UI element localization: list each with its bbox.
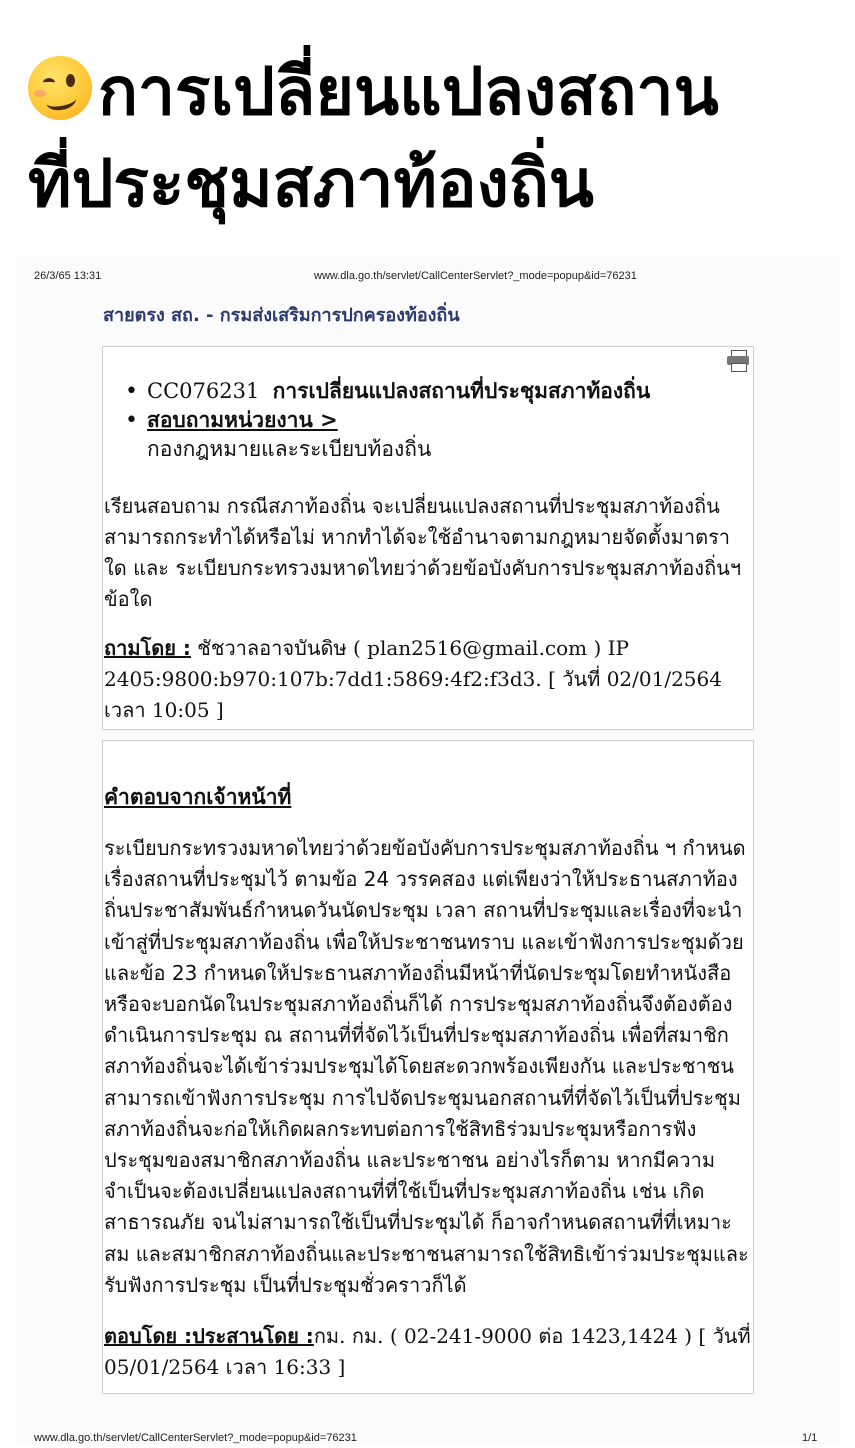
answer-body: ระเบียบกระทรวงมหาดไทยว่าด้วยข้อบังคับการประชุมสภาท้องถิ่น ฯ กำหนดเรื่องสถานที่ประชุมไว้ ตามข้อ 24 วรรคสอง แต่เพียงว่าให้ประธานสภาท้องถิ่นประชาสัมพันธ์กำหนดวันนัดประชุม เวลา สถานที่ประชุมและเรื่องที่จะนำเข้าสู่ที่ประชุมสภาท้องถิ่น เพื่อให้ประชาชนทราบ และเข้าฟังการประชุมด้วย และข้อ 23 กำหนดให้ประธานสภาท้องถิ่นมีหน้าที่นัดประชุมโดยทำหนังสือหรือจะบอกนัดในประชุมสภาท้องถิ่นก็ได้ การประชุมสภาท้องถิ่นจึงต้องต้องดำเนินการประชุม ณ สถานที่ที่จัดไว้เป็นที่ประชุมสภาท้องถิ่น เพื่อที่สมาชิกสภาท้องถิ่นจะได้เข้าร่วมประชุมได้โดยสะดวกพร้องเพียงกัน และประชาชนสามารถเข้าฟังการประชุม การไปจัดประชุมนอกสถานที่ที่จัดไว้เป็นที่ประชุมสภาท้องถิ่นจะก่อให้เกิดผลกระทบต่อการใช้สิทธิร่วมประชุมหรือการฟังประชุมของสมาชิกสภาท้องถิ่น และประชาชน อย่างไรก็ตาม หากมีความจำเป็นจะต้องเปลี่ยนแปลงสถานที่ที่ใช้เป็นที่ประชุมสภาท้องถิ่น เช่น เกิดสาธารณภัย จนไม่สามารถใช้เป็นที่ประชุมได้ ก็อาจกำหนดสถานที่ที่เหมาะสม และสมาชิกสภาท้องถิ่นและประชาชนสามารถใช้สิทธิเข้าร่วมประชุมและรับฟังการประชุม เป็นที่ประชุมชั่วคราวก็ได้ bbox=[104, 836, 749, 1297]
headline-line-2: ที่ประชุมสภาท้องถิ่น bbox=[28, 145, 594, 222]
question-body: เรียนสอบถาม กรณีสภาท้องถิ่น จะเปลี่ยนแปลงสถานที่ประชุมสภาท้องถิ่น สามารถกระทำได้หรือไม่ หากทำได้จะใช้อำนาจตามกฎหมายจัดตั้งมาตราใด และ ระเบียบกระทรวงมหาดไทยว่าด้วยข้อบังคับการประชุมสภาท้องถิ่นฯ ข้อใด bbox=[104, 494, 742, 611]
answer-box bbox=[102, 740, 754, 1394]
headline-line-1 bbox=[28, 46, 848, 138]
print-datetime: 26/3/65 13:31 bbox=[34, 270, 102, 282]
print-page-number: 1/1 bbox=[802, 1432, 818, 1444]
question-info-list bbox=[125, 377, 650, 464]
asked-by bbox=[104, 633, 752, 726]
question-title: การเปลี่ยนแปลงสถานที่ประชุมสภาท้องถิ่น bbox=[272, 379, 651, 403]
question-box bbox=[102, 346, 754, 730]
site-title: สายตรง สถ. - กรมส่งเสริมการปกครองท้องถิ่น bbox=[103, 305, 460, 326]
answered-by bbox=[104, 1321, 752, 1383]
print-footer-url: www.dla.go.th/servlet/CallCenterServlet?_mode=popup&id=76231 bbox=[34, 1432, 357, 1444]
question-agency-item bbox=[125, 406, 650, 464]
winking-face-icon bbox=[28, 56, 92, 120]
question-code: CC076231 bbox=[147, 379, 260, 403]
answered-by-label: ตอบโดย :ประสานโดย : bbox=[104, 1324, 314, 1348]
asked-by-details: ชัชวาลอาจบันดิษ ( plan2516@gmail.com ) IP 2405:9800:b970:107b:7dd1:5869:4f2:f3d3. [ วันที่ 02/01/2564 เวลา 10:05 ] bbox=[104, 636, 722, 722]
asked-by-label: ถามโดย : bbox=[104, 636, 191, 660]
agency-name: กองกฎหมายและระเบียบท้องถิ่น bbox=[147, 437, 432, 461]
answer-heading: คำตอบจากเจ้าหน้าที่ bbox=[104, 785, 292, 809]
printer-icon[interactable] bbox=[726, 349, 750, 371]
print-header-url: www.dla.go.th/servlet/CallCenterServlet?_mode=popup&id=76231 bbox=[314, 270, 637, 282]
headline bbox=[28, 46, 848, 230]
headline-text-1: การเปลี่ยนแปลงสถาน bbox=[98, 53, 719, 130]
answered-by-details: กม. กม. ( 02-241-9000 ต่อ 1423,1424 ) [ วันที่ 05/01/2564 เวลา 16:33 ] bbox=[104, 1324, 751, 1379]
agency-link[interactable]: สอบถามหน่วยงาน > bbox=[147, 408, 338, 432]
question-title-item bbox=[125, 377, 650, 406]
